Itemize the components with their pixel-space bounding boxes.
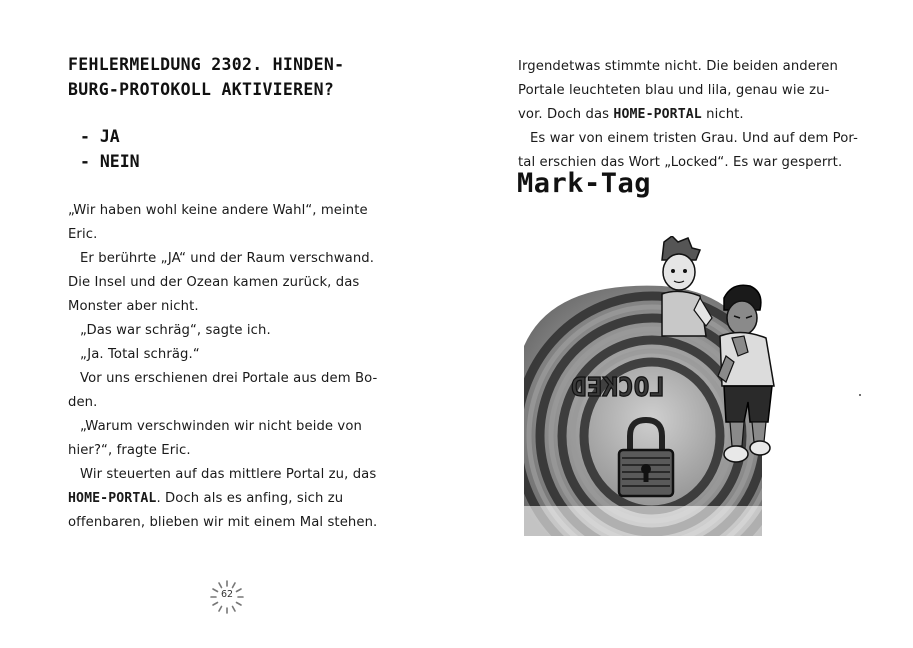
text-fragment: . Doch als es anfing, sich zu <box>156 491 344 506</box>
text-line: „Ja. Total schräg.“ <box>80 347 200 362</box>
left-body-text <box>68 199 388 535</box>
text-line: „Warum verschwinden wir nicht beide von <box>80 419 362 434</box>
error-heading <box>68 52 398 102</box>
heading-line: BURG-PROTOKOLL AKTIVIEREN? <box>68 80 335 99</box>
portal-illustration-svg <box>522 236 852 536</box>
text-line: Er berührte „JA“ und der Raum verschwand. <box>80 251 375 266</box>
page-number-ornament <box>205 577 249 617</box>
text-line: Wir steuerten auf das mittlere Portal zu, das <box>80 467 377 482</box>
home-portal-label: HOME-PORTAL <box>68 491 157 506</box>
text-fragment: nicht. <box>701 107 744 122</box>
heading-line: FEHLERMELDUNG 2302. HINDEN- <box>68 55 345 74</box>
text-line: den. <box>68 395 98 410</box>
locked-portal-illustration <box>522 236 852 540</box>
option-no: - NEIN <box>80 152 140 171</box>
portal-word: LOCKED <box>571 373 665 403</box>
text-line: hier?“, fragte Eric. <box>68 443 191 458</box>
text-line: tal erschien das Wort „Locked“. Es war gesperrt. <box>518 155 843 170</box>
text-line <box>518 103 848 127</box>
text-line: Es war von einem tristen Grau. Und auf dem Por- <box>530 131 858 146</box>
text-line: Vor uns erschienen drei Portale aus dem Bo- <box>80 371 378 386</box>
section-title: Mark-Tag <box>517 168 652 199</box>
boy-figure-left <box>662 236 712 336</box>
text-line: Monster aber nicht. <box>68 299 199 314</box>
right-page <box>456 0 913 648</box>
page-number: 62 <box>220 589 234 600</box>
text-line: offenbaren, blieben wir mit einem Mal stehen. <box>68 515 378 530</box>
text-line: Eric. <box>68 227 98 242</box>
speck-mark <box>859 394 861 396</box>
answer-options <box>80 124 140 174</box>
right-body-text <box>518 55 858 175</box>
text-fragment: vor. Doch das <box>518 107 614 122</box>
text-line: „Wir haben wohl keine andere Wahl“, meinte <box>68 203 368 218</box>
text-line: Portale leuchteten blau und lila, genau wie zu- <box>518 83 830 98</box>
text-line: Die Insel und der Ozean kamen zurück, das <box>68 275 360 290</box>
left-page <box>0 0 456 648</box>
text-line: „Das war schräg“, sagte ich. <box>80 323 271 338</box>
home-portal-label: HOME-PORTAL <box>613 107 702 122</box>
option-yes: - JA <box>80 127 120 146</box>
text-line: Irgendetwas stimmte nicht. Die beiden anderen <box>518 59 838 74</box>
text-line <box>68 487 388 511</box>
